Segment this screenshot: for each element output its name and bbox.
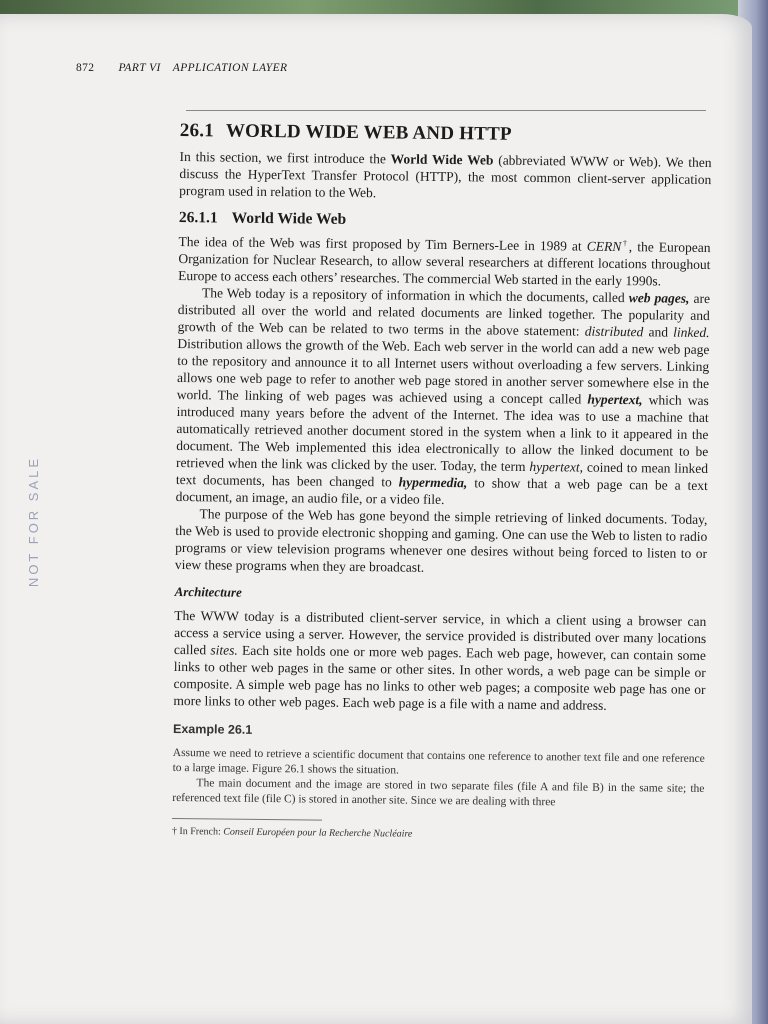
intro-text: In this section, we first introduce the bbox=[179, 148, 391, 167]
example-heading: Example 26.1 bbox=[172, 721, 253, 737]
header-rule bbox=[186, 110, 706, 111]
subsection-title: World Wide Web bbox=[231, 209, 347, 228]
example-paragraph-2: The main document and the image are stored in two separate files (file A and file B) in the same site; the referenced text file (file C) is stored in another site. Since we are dealing with three bbox=[172, 777, 705, 809]
term-sites: sites. bbox=[210, 642, 238, 658]
p2-text-d: which was introduced many years before the advent of the Internet. The idea was to use a machine that automatically retrieved another document stored in the system when a link to it appeared in the document. The Web implemented this idea electronically to allow the linked document to be retrieved when the link was clicked by the user. Today, the term bbox=[176, 392, 709, 474]
watermark: NOT FOR SALE bbox=[26, 455, 42, 588]
paragraph-2 bbox=[176, 284, 710, 511]
p2-and: and bbox=[643, 324, 674, 340]
arch-text-a: The WWW today is a distributed client-server service, in which a client using a browser can access a service using a server. However, the service provided is distributed over many locations called bbox=[173, 607, 707, 658]
running-header bbox=[76, 62, 287, 74]
p2-text-a: The Web today is a repository of information in which the documents, called bbox=[201, 285, 629, 306]
p1-text-cont: , the European Organization for Nuclear Research, to allow several researchers at different locations throughout Europe to access each others’ researches. The commercial Web started in the early 1990s. bbox=[178, 239, 711, 289]
footnote-mark: † bbox=[171, 825, 177, 838]
footnote-marker: † bbox=[621, 238, 629, 248]
term-distributed: distributed bbox=[584, 323, 644, 340]
p1-text: The idea of the Web was first proposed by Tim Berners-Lee in 1989 at bbox=[178, 233, 587, 254]
page-number: 872 bbox=[76, 62, 95, 74]
arch-text-b: Each site holds one or more web pages. Each web page, however, can contain some links to other web pages in the same or other sites. In other words, a web page can be simple or composite. A simple web page has no links to other web pages; a composite web page has one or more links to other web pages. Each web page is a file with a name and address. bbox=[173, 642, 707, 713]
section-intro bbox=[179, 148, 712, 205]
section-number: 26.1 bbox=[179, 119, 215, 142]
subsection-number: 26.1.1 bbox=[178, 208, 218, 227]
architecture-paragraph bbox=[173, 607, 706, 715]
p2-text-f: to show that a web page can be a text document, an image, an audio file, or a video file. bbox=[175, 475, 708, 508]
part-label: PART VI bbox=[118, 62, 161, 74]
footnote-prefix: In French: bbox=[179, 826, 224, 838]
example-paragraph-1: Assume we need to retrieve a scientific document that contains one reference to another text file and one reference to a large image. Figure 26.1 shows the situation. bbox=[172, 746, 705, 777]
footnote-rule bbox=[172, 818, 322, 821]
intro-text-cont: (abbreviated WWW or Web). We then discuss the HyperText Transfer Protocol (HTTP), the most common client-server application program used in relation to the Web. bbox=[179, 152, 712, 201]
subsection-heading bbox=[179, 208, 711, 234]
term-hypermedia: hypermedia, bbox=[398, 474, 468, 491]
p2-text-b: are distributed all over the world and related documents are linked together. The popularity and growth of the Web can be related to two terms in the above statement: bbox=[177, 290, 711, 339]
architecture-heading: Architecture bbox=[174, 583, 242, 600]
p2-text-e: coined to mean linked text documents, has been changed to bbox=[175, 459, 709, 490]
term-linked: linked. bbox=[673, 324, 710, 341]
paragraph-3: The purpose of the Web has gone beyond the simple retrieving of linked documents. Today, the Web is used to provide electronic shopping and gaming. One can use the Web to listen to radio programs or view television programs whenever one desires without being forced to listen to or view these programs when they are broadcast. bbox=[174, 506, 708, 575]
part-title: APPLICATION LAYER bbox=[172, 62, 288, 74]
p2-text-c: Distribution allows the growth of the Web. Each web server in the world can add a new web page to the repository and announce it to all Internet users without overloading a few servers. Linking allows one web page to refer to another web page stored in another server somewhere else in the world. The linking of web pages was achieved using a concept called bbox=[176, 335, 710, 407]
footnote-text: Conseil Européen pour la Recherche Nucléaire bbox=[223, 826, 413, 840]
section-title: WORLD WIDE WEB AND HTTP bbox=[225, 120, 512, 145]
term-hypertext-2: hypertext, bbox=[529, 458, 584, 475]
term-web-pages: web pages, bbox=[628, 290, 690, 306]
paragraph-1 bbox=[178, 233, 711, 290]
p1-cern: CERN bbox=[586, 238, 622, 255]
intro-term: World Wide Web bbox=[390, 151, 494, 168]
term-hypertext: hypertext, bbox=[587, 391, 643, 408]
page-body bbox=[172, 118, 712, 844]
section-heading bbox=[180, 118, 712, 150]
